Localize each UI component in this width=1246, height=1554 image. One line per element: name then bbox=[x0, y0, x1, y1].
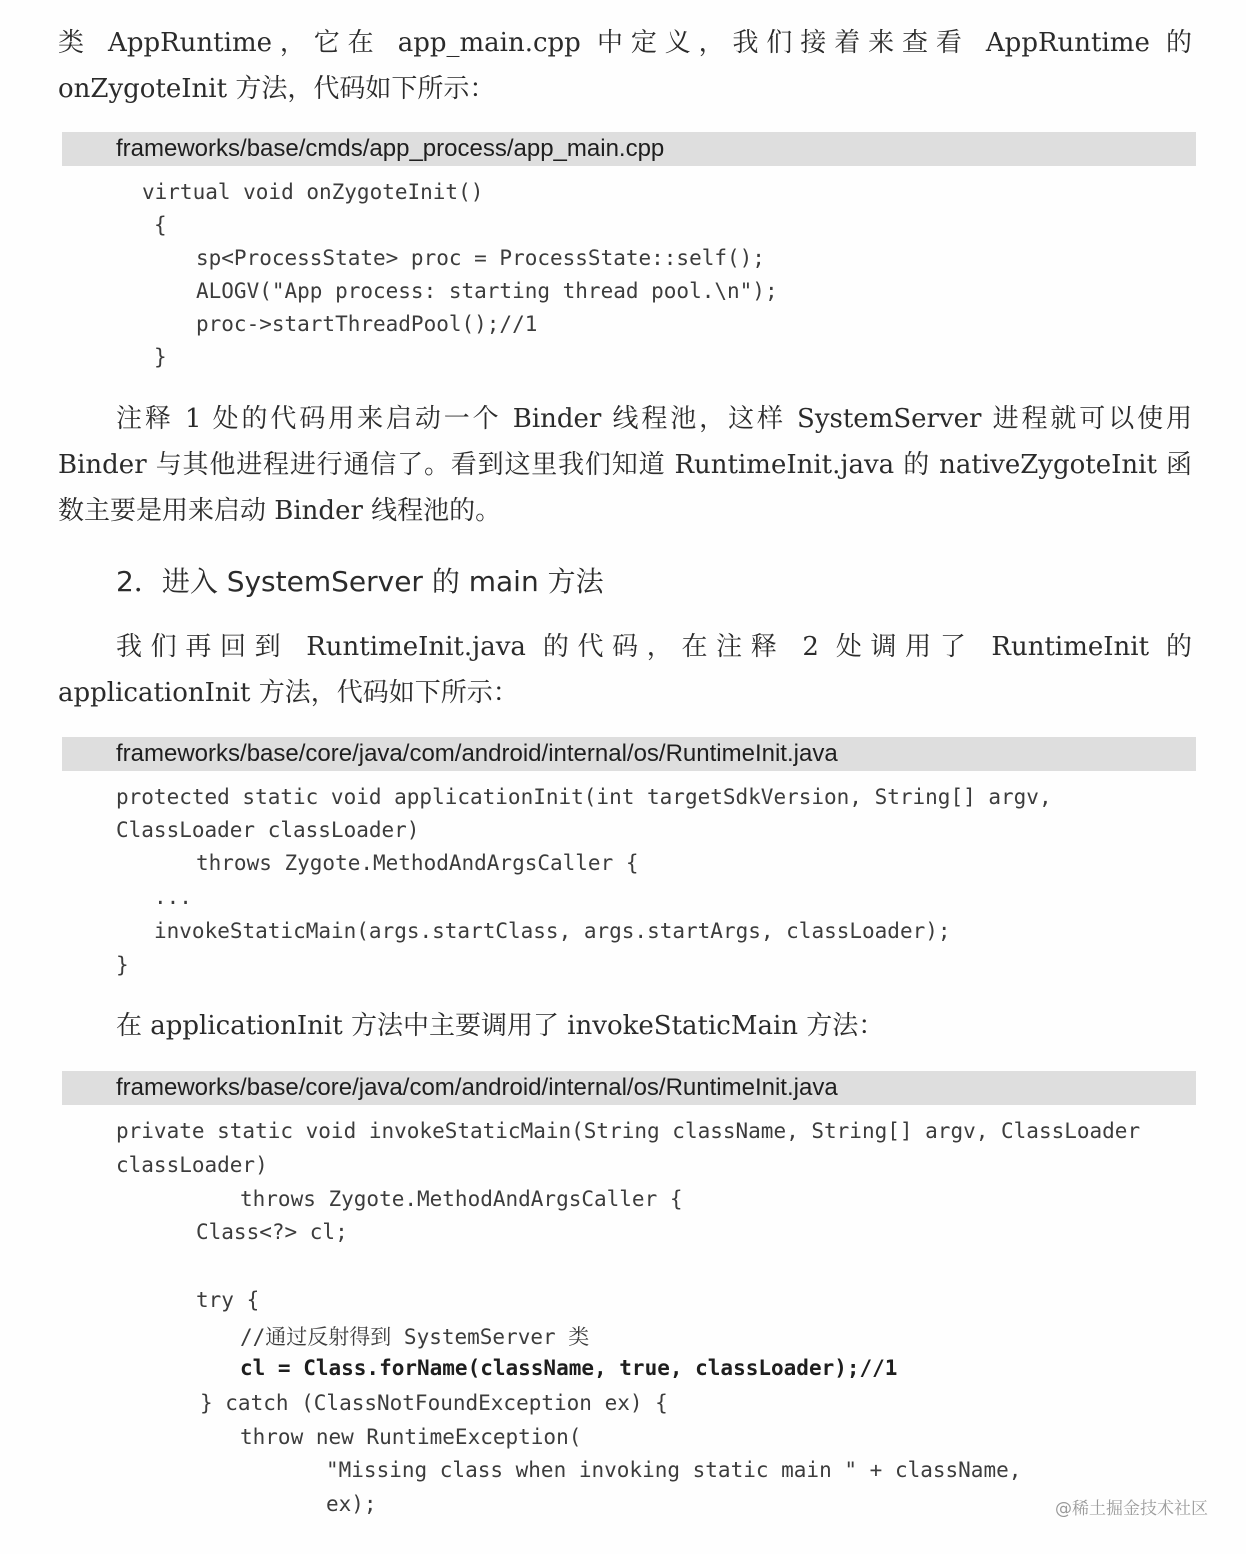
watermark: @稀土掘金技术社区 bbox=[1055, 1499, 1208, 1519]
code-line: ClassLoader classLoader) bbox=[116, 818, 420, 842]
intro-paragraph: 类 AppRuntime，它在 app_main.cpp 中定义，我们接着来查看 AppRuntime 的 onZygoteInit 方法，代码如下所示： bbox=[58, 28, 1192, 104]
code-file-path: frameworks/base/core/java/com/android/internal/os/RuntimeInit.java bbox=[62, 1071, 1196, 1105]
code-file-path: frameworks/base/cmds/app_process/app_main.cpp bbox=[62, 132, 1196, 166]
invoke-static-main-paragraph: 在 applicationInit 方法中主要调用了 invokeStaticMain 方法： bbox=[116, 1011, 885, 1041]
code-line: ... bbox=[154, 885, 192, 909]
binder-paragraph: 注释 1 处的代码用来启动一个 Binder 线程池，这样 SystemServer 进程就可以使用 Binder 与其他进程进行通信了。看到这里我们知道 RuntimeInit.java 的 nativeZygoteInit 函数主要是用来启动 Binder 线程池的。 bbox=[58, 404, 1192, 526]
code-line: Class<?> cl; bbox=[196, 1220, 348, 1244]
code-line: protected static void applicationInit(int targetSdkVersion, String[] argv, bbox=[116, 785, 1052, 809]
code-line: throws Zygote.MethodAndArgsCaller { bbox=[196, 851, 639, 875]
application-init-paragraph: 我们再回到 RuntimeInit.java 的代码，在注释 2 处调用了 RuntimeInit 的 applicationInit 方法，代码如下所示： bbox=[58, 632, 1192, 708]
code-line: throws Zygote.MethodAndArgsCaller { bbox=[240, 1187, 683, 1211]
code-line: try { bbox=[196, 1288, 260, 1312]
code-line: } catch (ClassNotFoundException ex) { bbox=[200, 1391, 668, 1415]
code-line: "Missing class when invoking static main " + className, bbox=[326, 1458, 1022, 1482]
code-line: ex); bbox=[326, 1492, 377, 1516]
code-line: proc->startThreadPool();//1 bbox=[196, 312, 538, 336]
code-line: virtual void onZygoteInit() bbox=[142, 180, 484, 204]
code-line: invokeStaticMain(args.startClass, args.startArgs, classLoader); bbox=[154, 919, 951, 943]
code-comment: //通过反射得到 SystemServer 类 bbox=[240, 1325, 590, 1349]
code-file-path: frameworks/base/core/java/com/android/internal/os/RuntimeInit.java bbox=[62, 737, 1196, 771]
code-line: throw new RuntimeException( bbox=[240, 1425, 582, 1449]
code-line: ALOGV("App process: starting thread pool.\n"); bbox=[196, 279, 778, 303]
code-line: sp<ProcessState> proc = ProcessState::self(); bbox=[196, 246, 765, 270]
code-line: classLoader) bbox=[116, 1153, 268, 1177]
code-line: private static void invokeStaticMain(String className, String[] argv, ClassLoader bbox=[116, 1119, 1141, 1143]
code-line: } bbox=[154, 345, 167, 369]
section-heading: 2．进入 SystemServer 的 main 方法 bbox=[116, 565, 604, 598]
code-line: } bbox=[116, 953, 129, 977]
code-line-highlighted: cl = Class.forName(className, true, classLoader);//1 bbox=[240, 1356, 898, 1380]
code-line: { bbox=[154, 213, 167, 237]
